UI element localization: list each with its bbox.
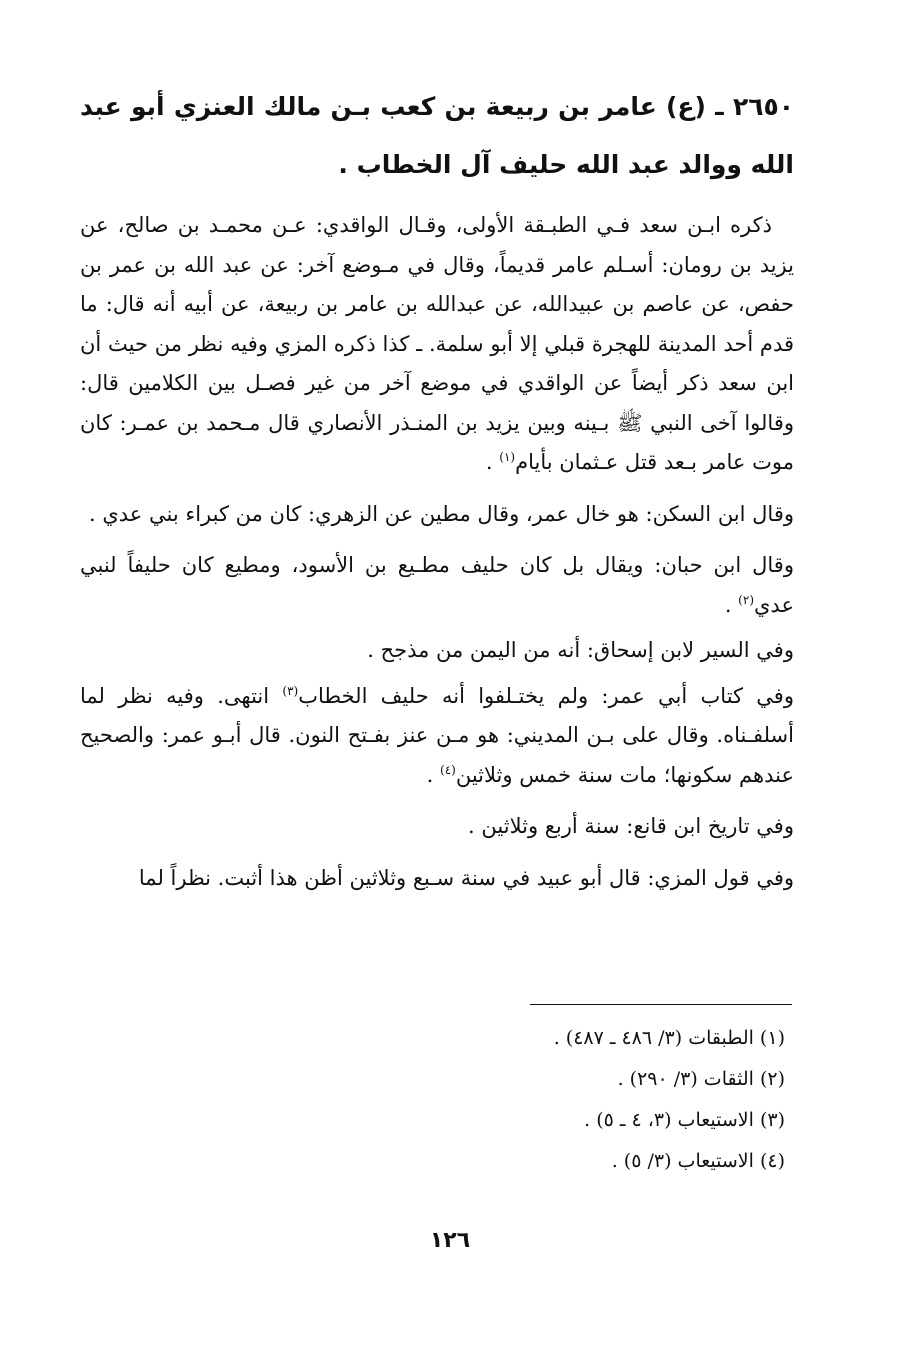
main-text (80, 78, 794, 898)
paragraph-text: وقال ابن حبان: ويقال بل كان حليف مطـيع بن الأسود، ومطيع كان حليفاً لنبي عدي (80, 553, 794, 617)
paragraph-text: وفي كتاب أبي عمر: ولم يختـلفوا أنه حليف الخطاب (298, 683, 794, 708)
footnotes (80, 1018, 785, 1182)
paragraph-text: وقال ابن السكن: هو خال عمر، وقال مطين عن الزهري: كان من كبراء بني عدي . (88, 501, 794, 526)
paragraph-sira (80, 631, 794, 671)
page-number: ١٢٦ (429, 1228, 471, 1253)
footnote-marker: (٢) (738, 592, 754, 607)
paragraph-abu-umar (80, 677, 794, 796)
paragraph-ibn-qani (80, 807, 794, 847)
footnote-marker: (٣) (282, 683, 299, 698)
footnote-marker: (١) (499, 450, 516, 464)
paragraph-text: وفي تاريخ ابن قانع: سنة أربع وثلاثين . (468, 814, 794, 838)
paragraph-text: وفي قول المزي: قال أبو عبيد في سنة سـبع وثلاثين أظن هذا أثبت. نظراً لما (138, 865, 794, 890)
footnote-marker: (٤) (440, 762, 456, 777)
paragraph-tail: . (724, 592, 739, 617)
footnote-divider (530, 1004, 792, 1005)
footnote-4: (٤) الاستيعاب (٣/ ٥) . (611, 1150, 785, 1172)
footnote-1: (١) الطبقات (٣/ ٤٨٦ ـ ٤٨٧) . (553, 1027, 785, 1049)
footnote-3: (٣) الاستيعاب (٣، ٤ ـ ٥) . (584, 1109, 785, 1131)
paragraph-text: وفي السير لابن إسحاق: أنه من اليمن من مذجح . (367, 638, 794, 662)
paragraph-tail: انتهى. وفيه نظر لما أسلفـناه. وقال على بـن المديني: هو مـن عنز بفـتح النون. قال أبـو عمر: والصحيح عندهم سكونها؛ مات سنة خمس وثلاثين (80, 683, 794, 787)
paragraph-ibn-saad (80, 206, 794, 483)
paragraph-ibn-hibban (80, 546, 794, 625)
footnote-2: (٢) الثقات (٣/ ٢٩٠) . (617, 1068, 785, 1090)
paragraph-tail: . (426, 762, 441, 787)
paragraph-ibn-sakan (80, 495, 794, 535)
entry-heading: ٢٦٥٠ ـ (ع) عامر بن ربيعة بن كعب بـن مالك العنزي أبو عبد الله ووالد عبد الله حليف آل الخطاب . (80, 92, 794, 179)
paragraph-text: ذكره ابـن سعد فـي الطبـقة الأولى، وقـال الواقدي: عـن محمـد بن صالح، عن يزيد بن رومان: أسـلم عامر قديماً، وقال في مـوضع آخر: عن عبد الله بن عمر بن حفص، عن عاصم بن عبيدالله، عن عبدالله بن عامر بن ربيعة، عن أبيه أنه قال: ما قدم أحد المدينة للهجرة قبلي إلا أبو سلمة. ـ كذا ذكره المزي وفيه نظر من حيث أن ابن سعد ذكر أيضاً عن الواقدي في موضع آخر من غير فصـل بين الكلامين قال: وقالوا آخى النبي ﷺ بـينه وبين يزيد بن المنـذر الأنصاري قال مـحمد بن عمـر: كان موت عامر بـعد قتل عـثمان بأيام (80, 213, 794, 474)
paragraph-tail: . (485, 450, 500, 474)
paragraph-mizzi (80, 859, 794, 899)
